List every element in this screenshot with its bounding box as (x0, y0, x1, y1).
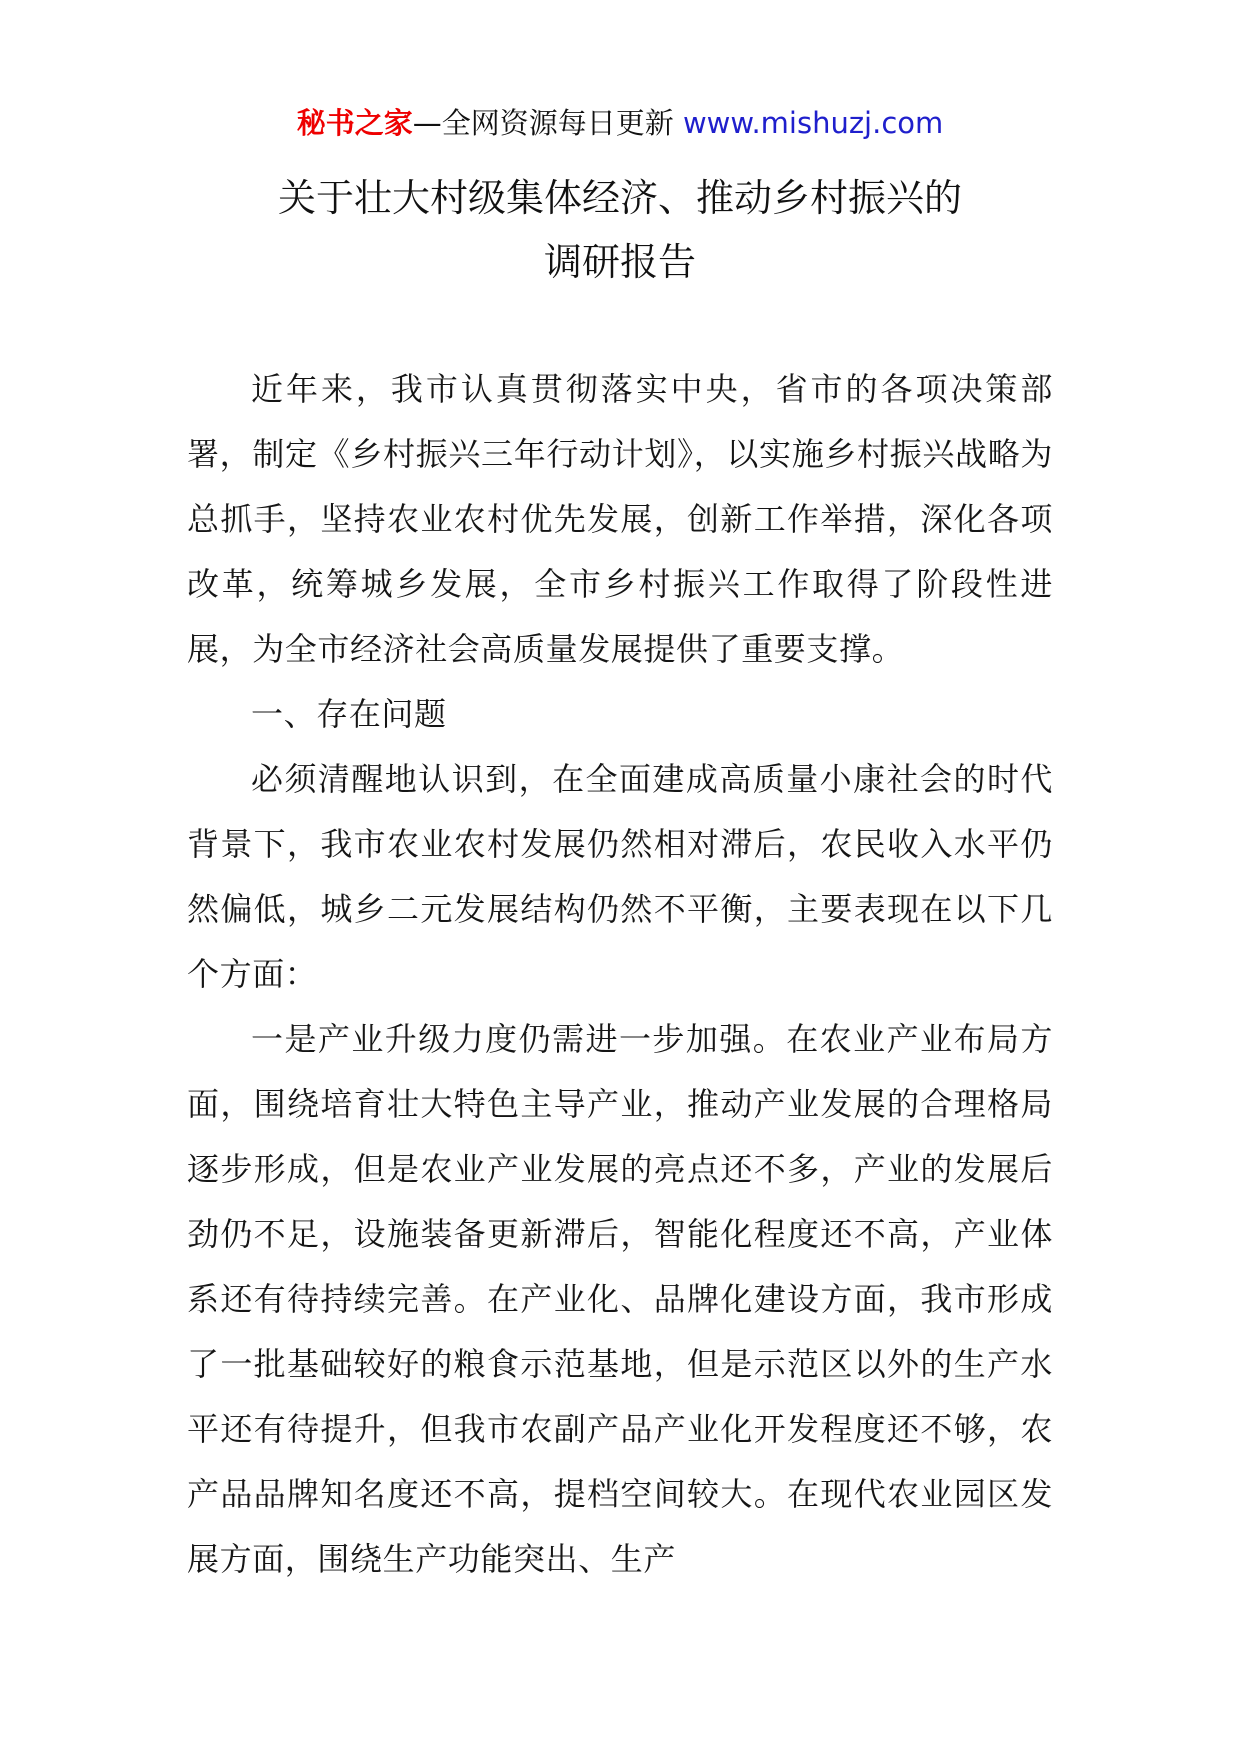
site-tagline: —全网资源每日更新 (412, 106, 674, 140)
problems-overview-paragraph: 必须清醒地认识到，在全面建成高质量小康社会的时代背景下，我市农业农村发展仍然相对滞后，农民收入水平仍然偏低，城乡二元发展结构仍然不平衡，主要表现在以下几个方面： (187, 760, 1053, 993)
site-header-banner (0, 103, 1240, 143)
industry-upgrade-paragraph: 一是产业升级力度仍需进一步加强。在农业产业布局方面，围绕培育壮大特色主导产业，推动产业发展的合理格局逐步形成，但是农业产业发展的亮点还不多，产业的发展后劲仍不足，设施装备更新滞后，智能化程度还不高，产业体系还有待持续完善。在产业化、品牌化建设方面，我市形成了一批基础较好的粮食示范基地，但是示范区以外的生产水平还有待提升，但我市农副产品产业化开发程度还不够，农产品品牌知名度还不高，提档空间较大。在现代农业园区发展方面，围绕生产功能突出、生产 (187, 1020, 1053, 1578)
intro-paragraph: 近年来，我市认真贯彻落实中央，省市的各项决策部署，制定《乡村振兴三年行动计划》，以实施乡村振兴战略为总抓手，坚持农业农村优先发展，创新工作举措，深化各项改革，统筹城乡发展，全市乡村振兴工作取得了阶段性进展，为全市经济社会高质量发展提供了重要支撑。 (187, 370, 1053, 668)
document-body (187, 357, 1053, 1592)
document-title-line-1: 关于壮大村级集体经济、推动乡村振兴的 (277, 176, 962, 220)
site-brand-name: 秘书之家 (296, 106, 413, 140)
section-heading-problems: 一、存在问题 (251, 695, 447, 733)
document-title-line-2: 调研报告 (543, 240, 696, 284)
document-title (0, 166, 1240, 294)
site-url-link[interactable]: www.mishuzj.com (682, 106, 944, 140)
